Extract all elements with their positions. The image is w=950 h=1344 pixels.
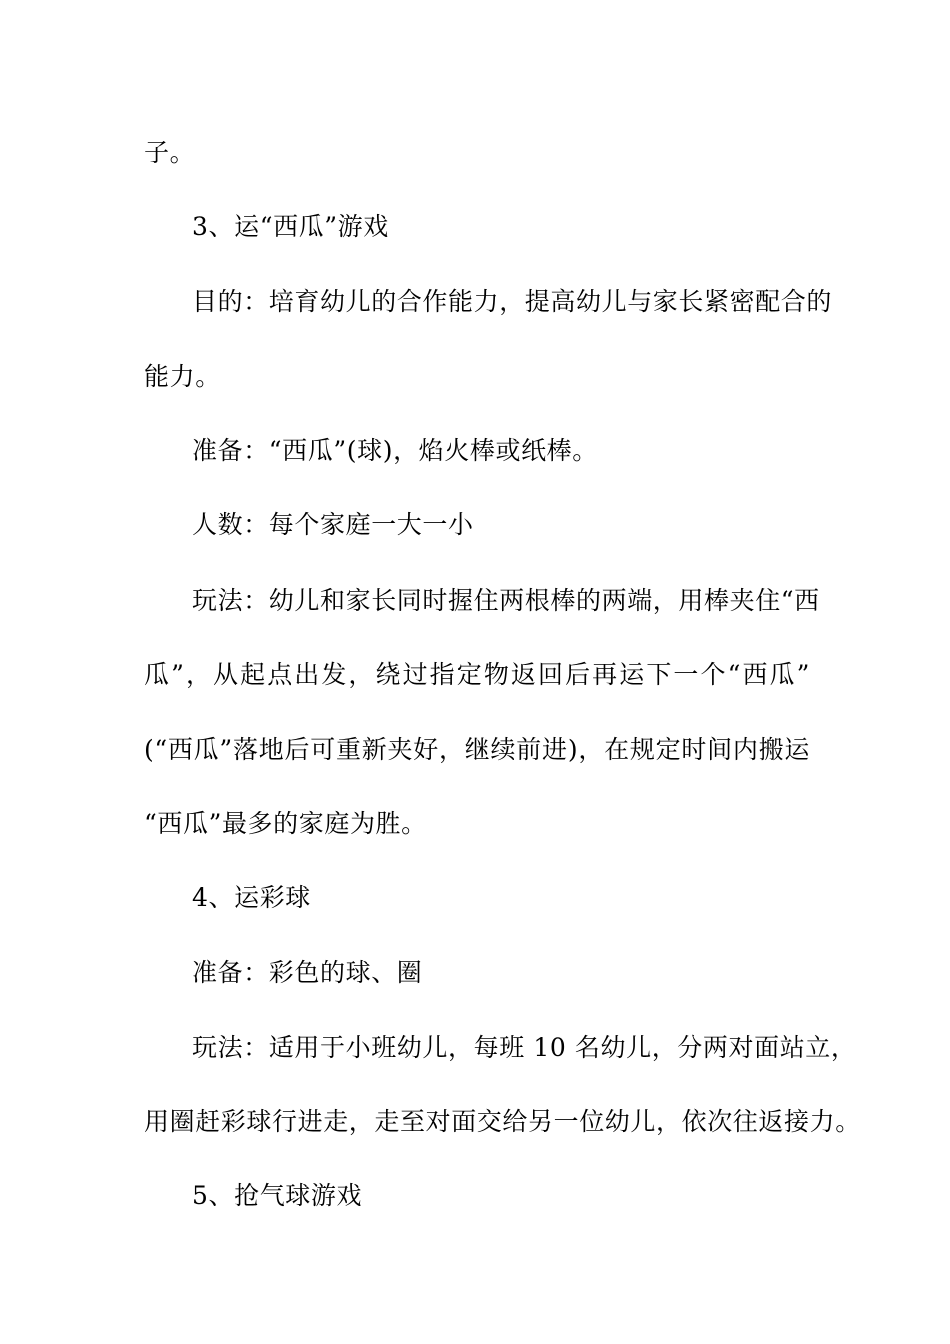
section-heading-5: 5、抢气球游戏: [192, 1181, 363, 1210]
section-heading-4: 4、运彩球: [192, 883, 311, 912]
text-line-rules-4-cont: 用圈赶彩球行进走，走至对面交给另一位幼儿，依次往返接力。: [144, 1107, 861, 1136]
text-line-participants: 人数：每个家庭一大一小: [192, 510, 474, 539]
text-line-1: 子。: [144, 138, 196, 167]
text-line-purpose-cont: 能力。: [144, 362, 221, 391]
text-line-preparation-4: 准备：彩色的球、圈: [192, 958, 423, 987]
text-line-rules-cont-3: “西瓜”最多的家庭为胜。: [144, 809, 427, 838]
text-line-preparation: 准备：“西瓜”(球)，焰火棒或纸棒。: [192, 436, 598, 465]
text-line-purpose: 目的：培育幼儿的合作能力，提高幼儿与家长紧密配合的: [192, 287, 833, 316]
text-line-rules: 玩法：幼儿和家长同时握住两根棒的两端，用棒夹住“西: [192, 586, 820, 615]
text-line-rules-cont-2: (“西瓜”落地后可重新夹好，继续前进)，在规定时间内搬运: [144, 735, 810, 764]
text-line-rules-cont-1: 瓜”，从起点出发，绕过指定物返回后再运下一个“西瓜”: [144, 660, 810, 689]
text-line-rules-4: 玩法：适用于小班幼儿，每班 10 名幼儿，分两对面站立，: [192, 1033, 857, 1062]
section-heading-3: 3、运“西瓜”游戏: [192, 212, 389, 241]
